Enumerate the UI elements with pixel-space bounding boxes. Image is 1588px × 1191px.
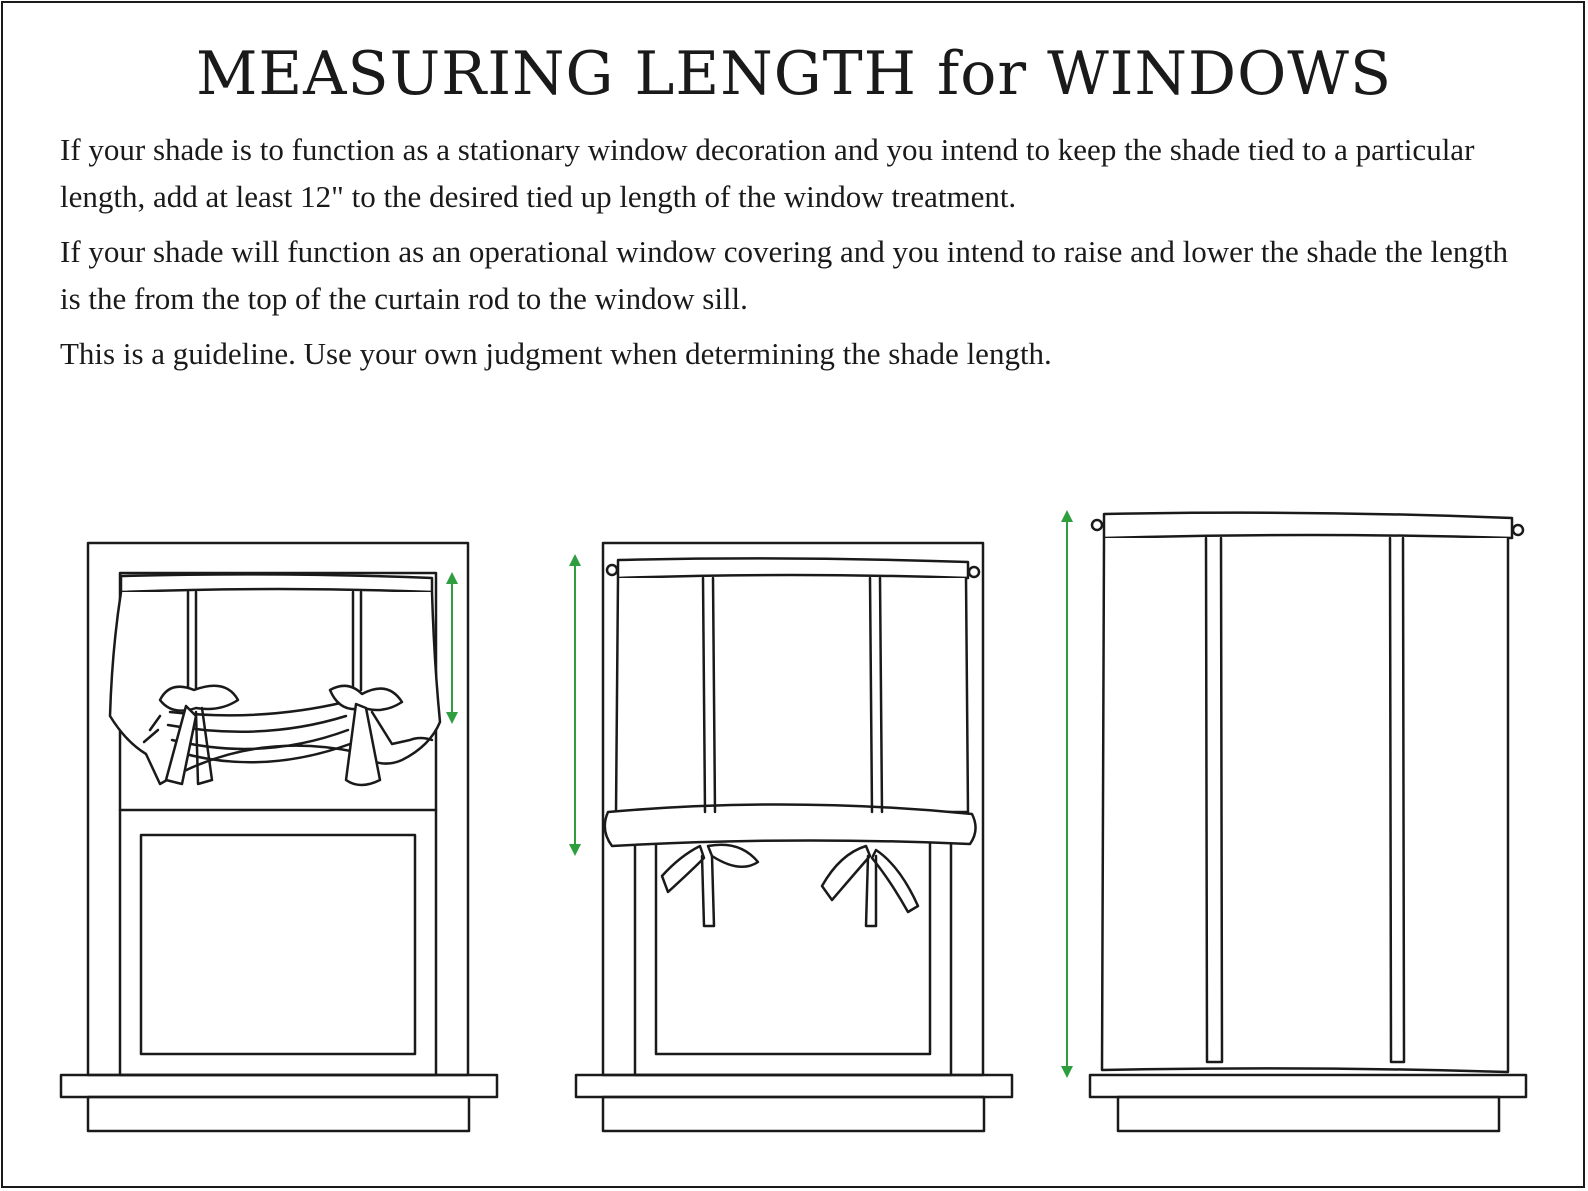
instruction-guideline: This is a guideline. Use your own judgment when determining the shade length. xyxy=(60,336,1052,371)
window-full-shade-icon xyxy=(1090,513,1526,1131)
instruction-operational: If your shade will function as an operational window covering and you intend to raise and lower the shade the length is the from the top of the curtain rod to the window sill. xyxy=(60,234,1508,316)
instruction-stationary: If your shade is to function as a stationary window decoration and you intend to keep the shade tied to a particular length, add at least 12" to the desired tied up length of the window treatment. xyxy=(60,132,1475,214)
window-half-shade-icon xyxy=(576,543,1012,1131)
window-tied-shade-icon xyxy=(61,543,497,1131)
page-title: MEASURING LENGTH for WINDOWS xyxy=(195,39,1393,109)
